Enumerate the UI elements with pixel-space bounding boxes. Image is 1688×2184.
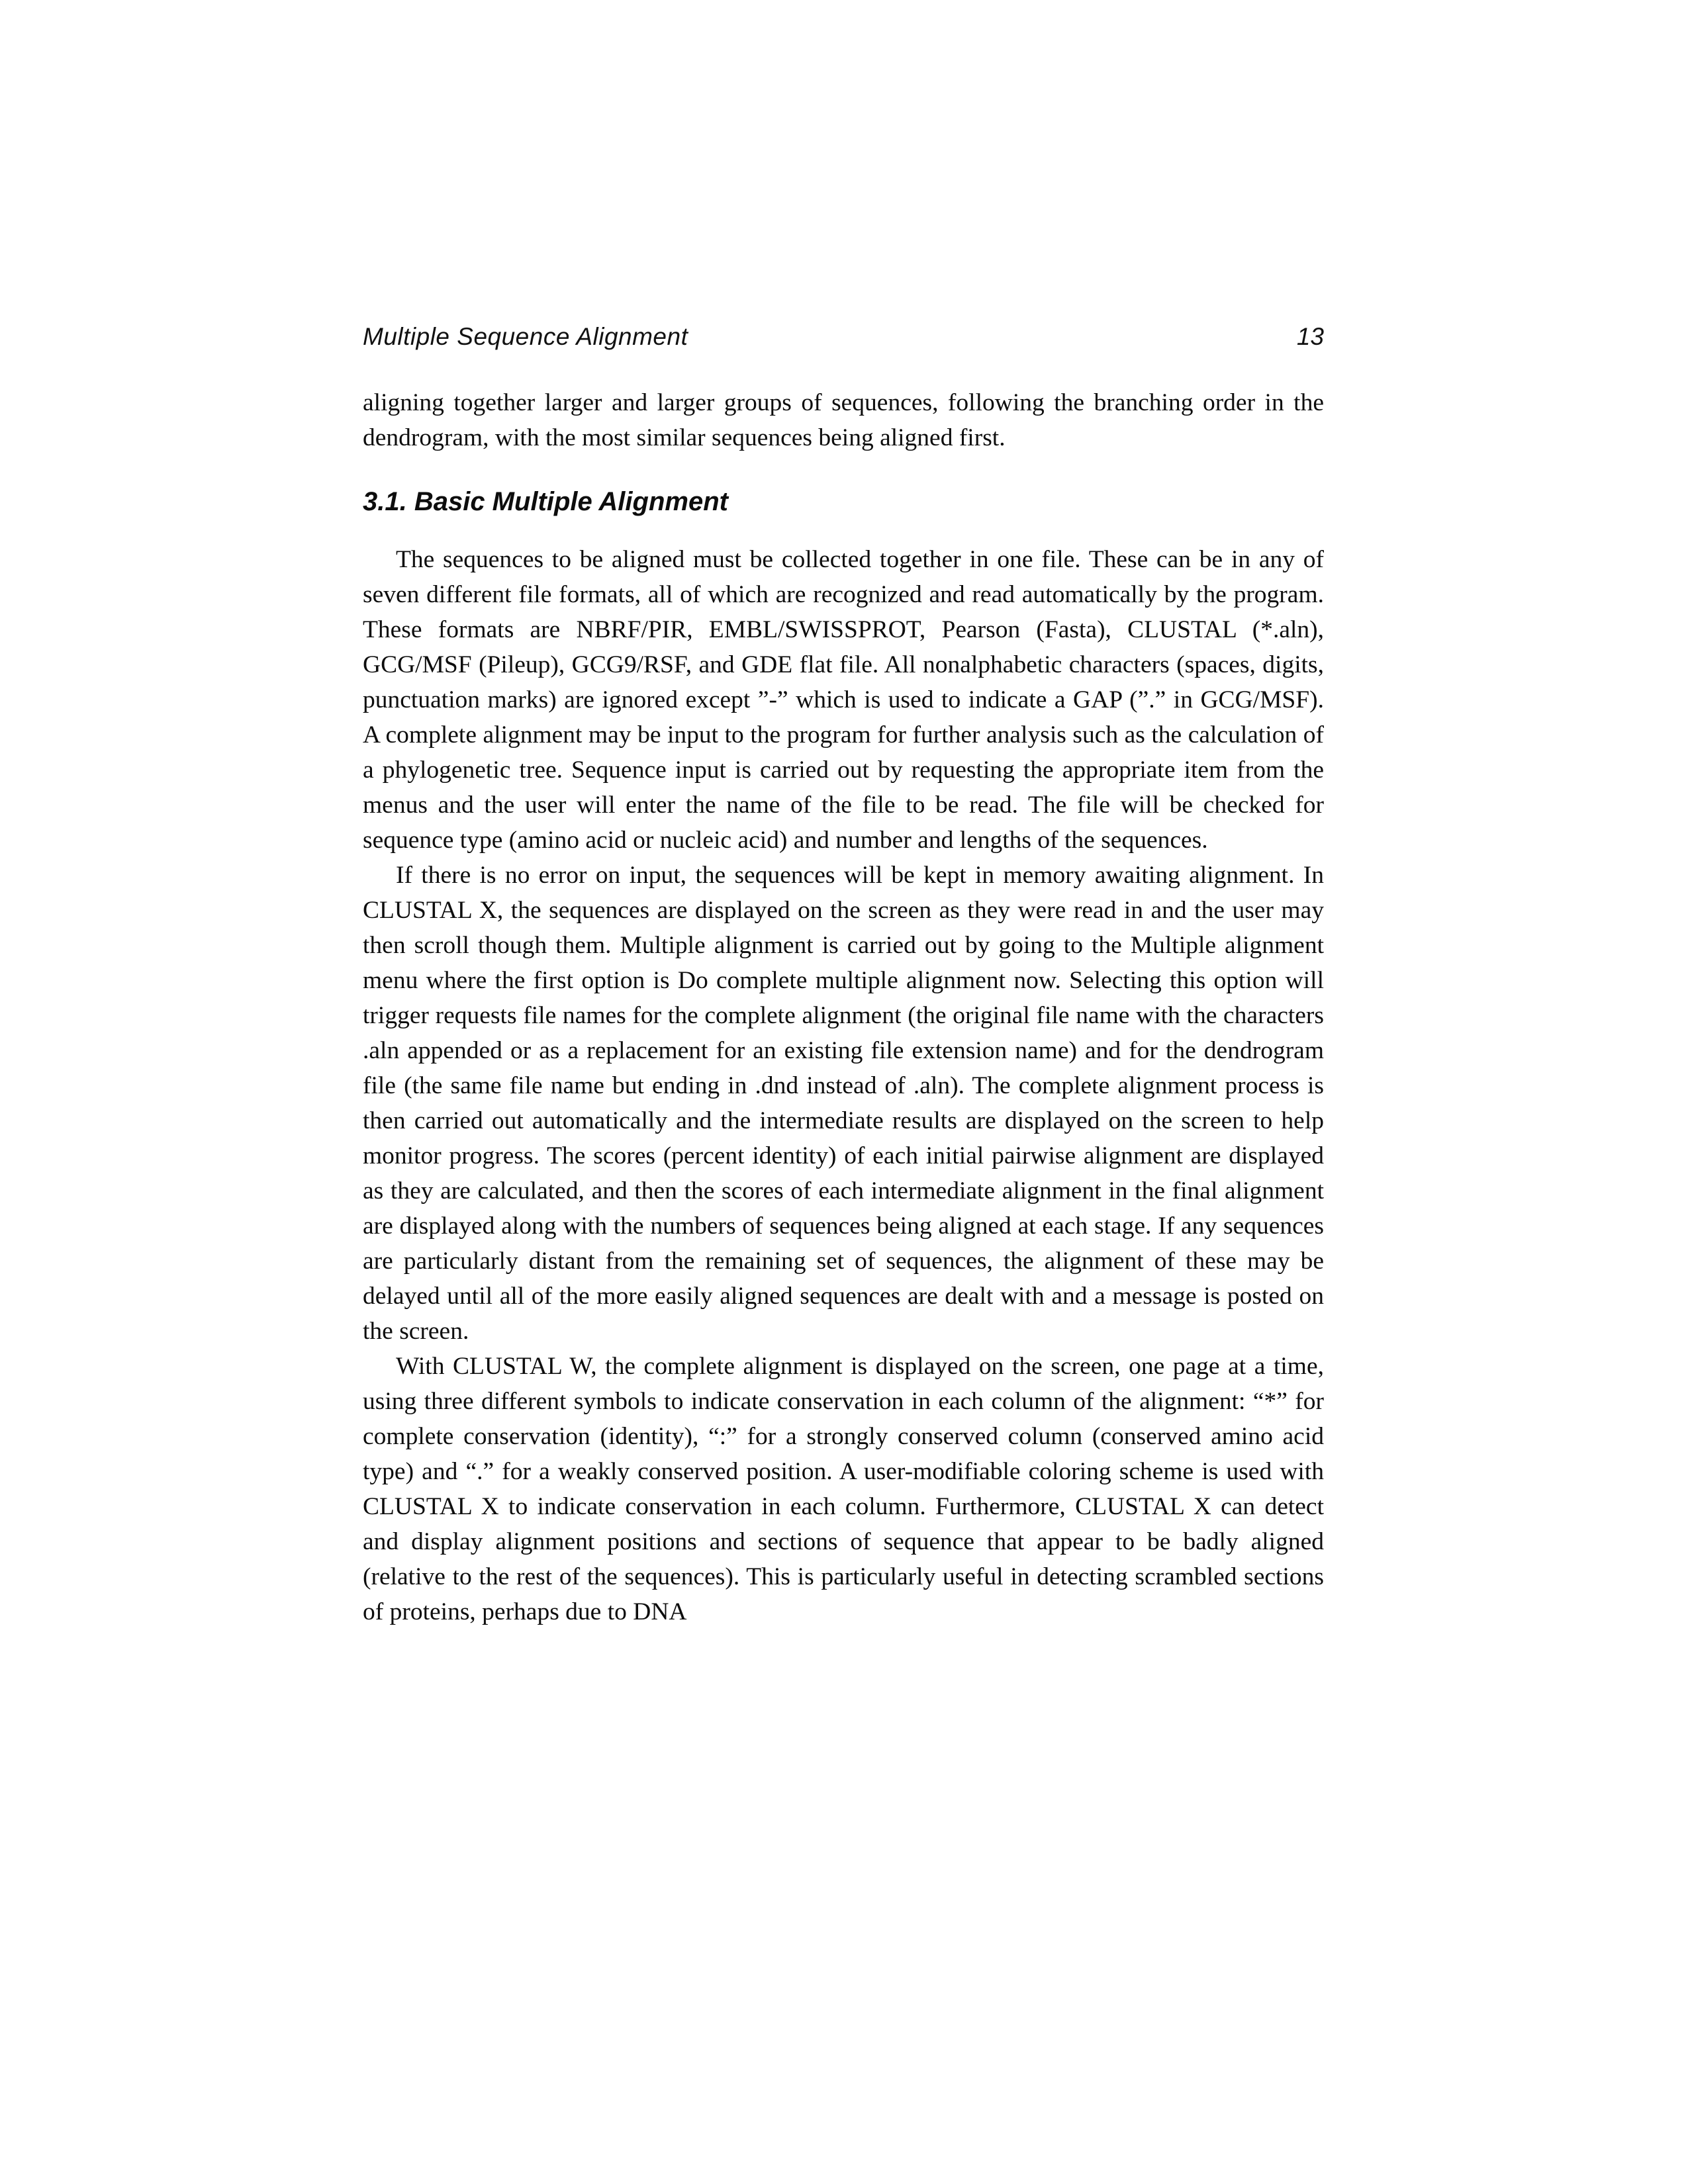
body-text bbox=[363, 385, 1324, 1629]
page-number: 13 bbox=[1296, 323, 1324, 350]
paragraph: The sequences to be aligned must be collected together in one file. These can be in any of seven different file formats, all of which are recognized and read automatically by the program. These formats are NBRF/PIR, EMBL/SWISSPROT, Pearson (Fasta), CLUSTAL (*.aln), GCG/MSF (Pileup), GCG9/RSF, and GDE flat file. All nonalphabetic characters (spaces, digits, punctuation marks) are ignored except ”-” which is used to indicate a GAP (”.” in GCG/MSF). A complete alignment may be input to the program for further analysis such as the calculation of a phylogenetic tree. Sequence input is carried out by requesting the appropriate item from the menus and the user will enter the name of the file to be read. The file will be checked for sequence type (amino acid or nucleic acid) and number and lengths of the sequences. bbox=[363, 546, 1324, 854]
running-header bbox=[363, 323, 1324, 351]
running-header-title: Multiple Sequence Alignment bbox=[363, 323, 688, 350]
page-content bbox=[363, 323, 1324, 1629]
paragraph-continuation: aligning together larger and larger groups of sequences, following the branching order in the dendrogram, with the most similar sequences being aligned first. bbox=[363, 389, 1324, 451]
section-heading: 3.1. Basic Multiple Alignment bbox=[363, 487, 728, 516]
paragraph: With CLUSTAL W, the complete alignment is displayed on the screen, one page at a time, using three different symbols to indicate conservation in each column of the alignment: “*” for complete conservation (identity), “:” for a strongly conserved column (conserved amino acid type) and “.” for a weakly conserved position. A user-modifiable coloring scheme is used with CLUSTAL X to indicate conservation in each column. Furthermore, CLUSTAL X can detect and display alignment positions and sections of sequence that appear to be badly aligned (relative to the rest of the sequences). This is particularly useful in detecting scrambled sections of proteins, perhaps due to DNA bbox=[363, 1353, 1324, 1625]
paragraph: If there is no error on input, the sequences will be kept in memory awaiting alignment. In CLUSTAL X, the sequences are displayed on the screen as they were read in and the user may then scroll though them. Multiple alignment is carried out by going to the Multiple alignment menu where the first option is Do complete multiple alignment now. Selecting this option will trigger requests file names for the complete alignment (the original file name with the characters .aln appended or as a replacement for an existing file extension name) and for the dendrogram file (the same file name but ending in .dnd instead of .aln). The complete alignment process is then carried out automatically and the intermediate results are displayed on the screen to help monitor progress. The scores (percent identity) of each initial pairwise alignment are displayed as they are calculated, and then the scores of each intermediate alignment in the final alignment are displayed along with the numbers of sequences being aligned at each stage. If any sequences are particularly distant from the remaining set of sequences, the alignment of these may be delayed until all of the more easily aligned sequences are dealt with and a message is posted on the screen. bbox=[363, 862, 1324, 1345]
